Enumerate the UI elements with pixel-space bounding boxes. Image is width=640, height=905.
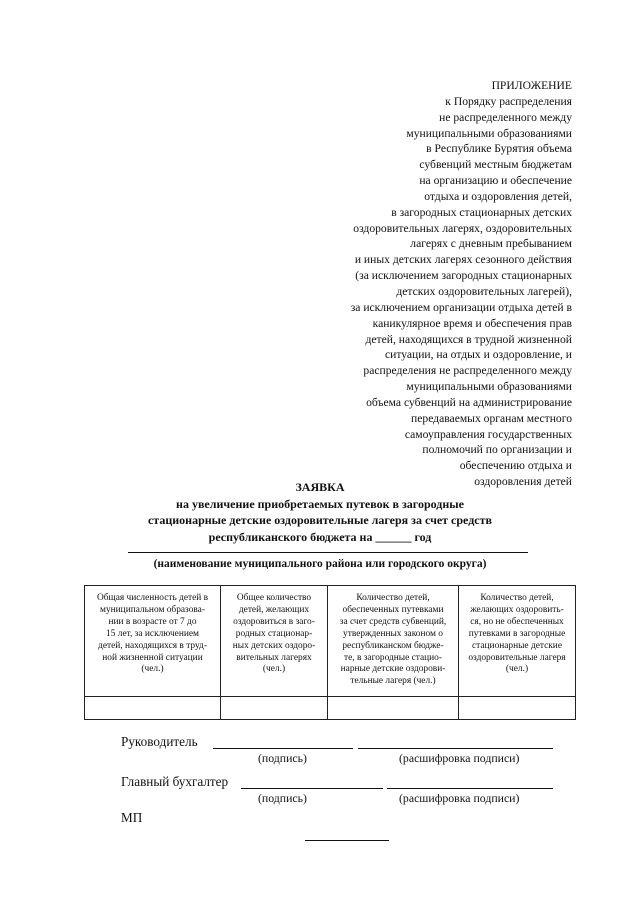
header-cell-line: оздоровительные лагеря xyxy=(468,652,566,663)
header-cell-line: Количество детей, xyxy=(480,593,554,603)
request-table xyxy=(84,585,576,720)
value-cell-unprovided-children[interactable] xyxy=(459,697,576,720)
appendix-line: за исключением организации отдыха детей в xyxy=(350,300,572,314)
appendix-line: на организацию и обеспечение xyxy=(419,174,572,188)
header-cell-line: желающих оздоровить- xyxy=(470,604,564,615)
appendix-line: в загородных стационарных детских xyxy=(391,205,572,219)
title-line-3: республиканского бюджета на ______ год xyxy=(208,529,432,544)
appendix-line: оздоровительных лагерях, оздоровительных xyxy=(353,221,572,235)
header-cell-line: муниципальном образова- xyxy=(100,604,205,615)
district-name-field-line[interactable] xyxy=(128,552,528,553)
accountant-sign-caption: (подпись) xyxy=(258,791,307,805)
appendix-line: ситуации, на отдых и оздоровление, и xyxy=(384,348,572,362)
head-label: Руководитель xyxy=(121,734,198,749)
appendix-line: детей, находящихся в трудной жизненной xyxy=(365,332,572,346)
document-title xyxy=(80,479,560,545)
appendix-line: субвенций местным бюджетам xyxy=(419,158,572,172)
appendix-line: детских оздоровительных лагерей), xyxy=(396,284,572,298)
appendix-line: муниципальными образованиями xyxy=(406,380,572,394)
appendix-line: и иных детских лагерях сезонного действия xyxy=(354,253,572,267)
header-cell-line: детей, находящихся в труд- xyxy=(98,640,207,651)
appendix-line: обеспечению отдыха и xyxy=(459,459,572,473)
value-cell-wishing-children[interactable] xyxy=(221,697,328,720)
header-cell-total-children xyxy=(85,586,221,697)
date-line[interactable] xyxy=(305,840,389,841)
appendix-line: отдыха и оздоровления детей, xyxy=(424,189,572,203)
appendix-line: полномочий по организации и xyxy=(422,443,572,457)
header-cell-line: ной жизненной ситуации xyxy=(102,652,203,663)
header-cell-line: оздоровиться в заго- xyxy=(233,616,315,627)
header-cell-line: (чел.) xyxy=(262,664,286,675)
header-cell-line: (чел.) xyxy=(505,664,529,675)
accountant-signature-line[interactable] xyxy=(241,788,383,789)
head-decode-line[interactable] xyxy=(358,748,553,749)
value-cell-provided-children[interactable] xyxy=(328,697,459,720)
head-signature-line[interactable] xyxy=(213,748,353,749)
header-cell-line: Количество детей, xyxy=(356,593,430,603)
appendix-line: передаваемых органам местного xyxy=(411,411,572,425)
appendix-line: распределения не распределенного между xyxy=(363,364,572,378)
table-row xyxy=(85,697,576,720)
appendix-line: оздоровления детей xyxy=(474,475,572,489)
value-cell-total-children[interactable] xyxy=(85,697,221,720)
head-decode-caption: (расшифровка подписи) xyxy=(399,751,520,765)
appendix-line: в Республике Бурятия объема xyxy=(426,142,572,156)
accountant-label: Главный бухгалтер xyxy=(121,774,229,789)
title-line-1: на увеличение приобретаемых путевок в загородные xyxy=(176,496,464,511)
appendix-line: каникулярное время и обеспечения прав xyxy=(372,316,572,330)
header-cell-line: ся, но не обеспеченных xyxy=(470,616,564,627)
stamp-place-label: МП xyxy=(121,810,143,825)
header-cell-line: нии в возрасте от 7 до xyxy=(108,616,197,627)
head-sign-caption: (подпись) xyxy=(258,751,307,765)
header-cell-wishing-children xyxy=(221,586,328,697)
appendix-line: (за исключением загородных стационарных xyxy=(355,269,572,283)
header-cell-line: Общая численность детей в xyxy=(96,593,209,603)
title-line-2: стационарные детские оздоровительные лагеря за счет средств xyxy=(147,513,492,527)
header-cell-line: ных детских оздоро- xyxy=(232,640,316,651)
header-cell-line: 15 лет, за исключением xyxy=(106,628,199,639)
appendix-line: объема субвенций на администрирование xyxy=(366,395,572,409)
table-header-row xyxy=(85,586,576,697)
appendix-line: самоуправления государственных xyxy=(404,427,572,441)
accountant-decode-caption: (расшифровка подписи) xyxy=(399,791,520,805)
appendix-line: к Порядку распределения xyxy=(445,94,572,108)
header-cell-line: родных стационар- xyxy=(235,628,313,639)
header-cell-line: вительных лагерях xyxy=(236,652,312,663)
appendix-line: лагерях с дневным пребыванием xyxy=(410,237,572,251)
header-cell-line: нарные детские оздорови- xyxy=(340,664,446,675)
header-cell-line: республиканском бюдже- xyxy=(342,640,444,651)
header-cell-line: обеспеченных путевками xyxy=(342,604,444,615)
header-cell-line: тельные лагеря (чел.) xyxy=(350,676,436,687)
header-cell-provided-children xyxy=(328,586,459,697)
header-cell-line: детей, желающих xyxy=(238,604,310,615)
appendix-block xyxy=(282,78,572,490)
header-cell-line: утвержденных законом о xyxy=(343,628,443,639)
header-cell-line: (чел.) xyxy=(141,664,164,675)
district-name-caption: (наименование муниципального района или городского округа) xyxy=(153,558,487,570)
header-cell-line: Общее количество xyxy=(236,593,312,603)
appendix-line: не распределенного между xyxy=(439,110,572,124)
header-cell-line: за счет средств субвенций, xyxy=(339,616,447,627)
header-cell-line: стационарные детские xyxy=(472,640,562,651)
appendix-line: ПРИЛОЖЕНИЕ xyxy=(491,79,572,92)
title-heading: ЗАЯВКА xyxy=(295,480,345,494)
header-cell-unprovided-children xyxy=(459,586,576,697)
header-cell-line: путевками в загородные xyxy=(468,628,566,639)
accountant-decode-line[interactable] xyxy=(387,788,553,789)
header-cell-line: те, в загородные стацио- xyxy=(344,652,442,663)
appendix-line: муниципальными образованиями xyxy=(406,126,572,140)
